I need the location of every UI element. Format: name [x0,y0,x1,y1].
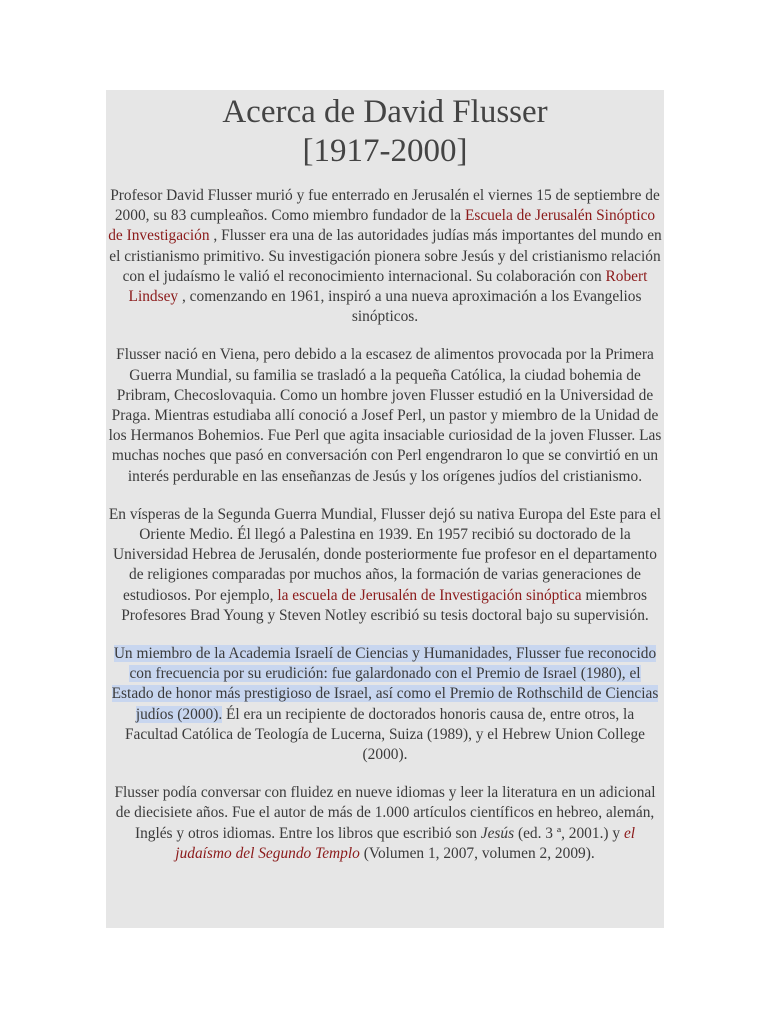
paragraph-text: Profesor David Flusser murió y fue enterrado en Jerusalén el viernes 15 de septiembre de 2000, su 83 cumpleaños. Como miembro fundador de la [110,187,660,225]
paragraph-intro [108,186,662,327]
paragraph-text: (ed. 3 ª, 2001.) y [514,824,624,842]
book-title-jesus: Jesús [480,824,515,842]
paragraph-text: Flusser podía conversar con fluidez en nueve idiomas y leer la literatura en un adicional de diecisiete años. Fue el autor de más de 1.000 artículos científicos en hebreo, alemán, Inglés y otros idiomas. Entre los libros que escribió son [114,784,656,842]
paragraph-text: En vísperas de la Segunda Guerra Mundial, Flusser dejó su nativa Europa del Este para el Oriente Medio. Él llegó a Palestina en 1939. En 1957 recibió su doctorado de la Universidad Hebrea de Jerusalén, donde posteriormente fue profesor en el departamento de religiones comparadas por muchos años, la formación de varias generaciones de estudiosos. Por ejemplo, [108,505,662,604]
link-escuela-investigacion-sinoptica[interactable]: la escuela de Jerusalén de Investigación sinóptica [277,586,582,604]
page-title [108,90,662,171]
paragraph-text: , Flusser era una de las autoridades judías más importantes del mundo en el cristianismo primitivo. Su investigación pionera sobre Jesús y del cristianismo relación con el judaísmo le valió el reconocimiento internacional. Su colaboración con [109,227,662,285]
link-robert-lindsey[interactable]: Robert Lindsey [128,267,648,306]
paragraph-text: Él era un recipiente de doctorados honoris causa de, entre otros, la Facultad Católica de Teología de Lucerna, Suiza (1989), y el Hebrew Union College (2000). [124,705,646,764]
document-page [106,90,664,928]
paragraph-honors [108,644,662,765]
title-line-name: Acerca de David Flusser [222,94,548,130]
paragraph-early-life [108,345,662,486]
paragraph-career [108,505,662,626]
link-book-judaismo-segundo-templo[interactable]: el judaísmo del Segundo Templo [175,824,636,862]
paragraph-text: miembros Profesores Brad Young y Steven Notley escribió su tesis doctoral bajo su supervisión. [121,586,649,624]
paragraph-text: (Volumen 1, 2007, volumen 2, 2009). [359,844,595,862]
title-line-years: [1917-2000] [302,133,468,169]
link-escuela-jerusalen[interactable]: Escuela de Jerusalén Sinóptico de Investigación [108,207,656,245]
paragraph-text: , comenzando en 1961, inspiró a una nueva aproximación a los Evangelios sinópticos. [178,288,642,326]
highlighted-text-selection: Un miembro de la Academia Israelí de Ciencias y Humanidades, Flusser fue reconocido con frecuencia por su erudición: fue galardonado con el Premio de Israel (1980), el Estado de honor más prestigioso de Israel, así como el Premio de Rothschild de Ciencias judíos (2000). [111,645,659,723]
paragraph-languages-books [108,783,662,864]
paragraph-text: Flusser nació en Viena, pero debido a la escasez de alimentos provocada por la Primera Guerra Mundial, su familia se trasladó a la pequeña Católica, la ciudad bohemia de Pribram, Checoslovaquia. Como un hombre joven Flusser estudió en la Universidad de Praga. Mientras estudiaba allí conoció a Josef Perl, un pastor y miembro de la Unidad de los Hermanos Bohemios. Fue Perl que agita insaciable curiosidad de la joven Flusser. Las muchas noches que pasó en conversación con Perl engendraron lo que se convirtió en un interés perdurable en las enseñanzas de Jesús y los orígenes judíos del cristianismo. [108,346,662,485]
